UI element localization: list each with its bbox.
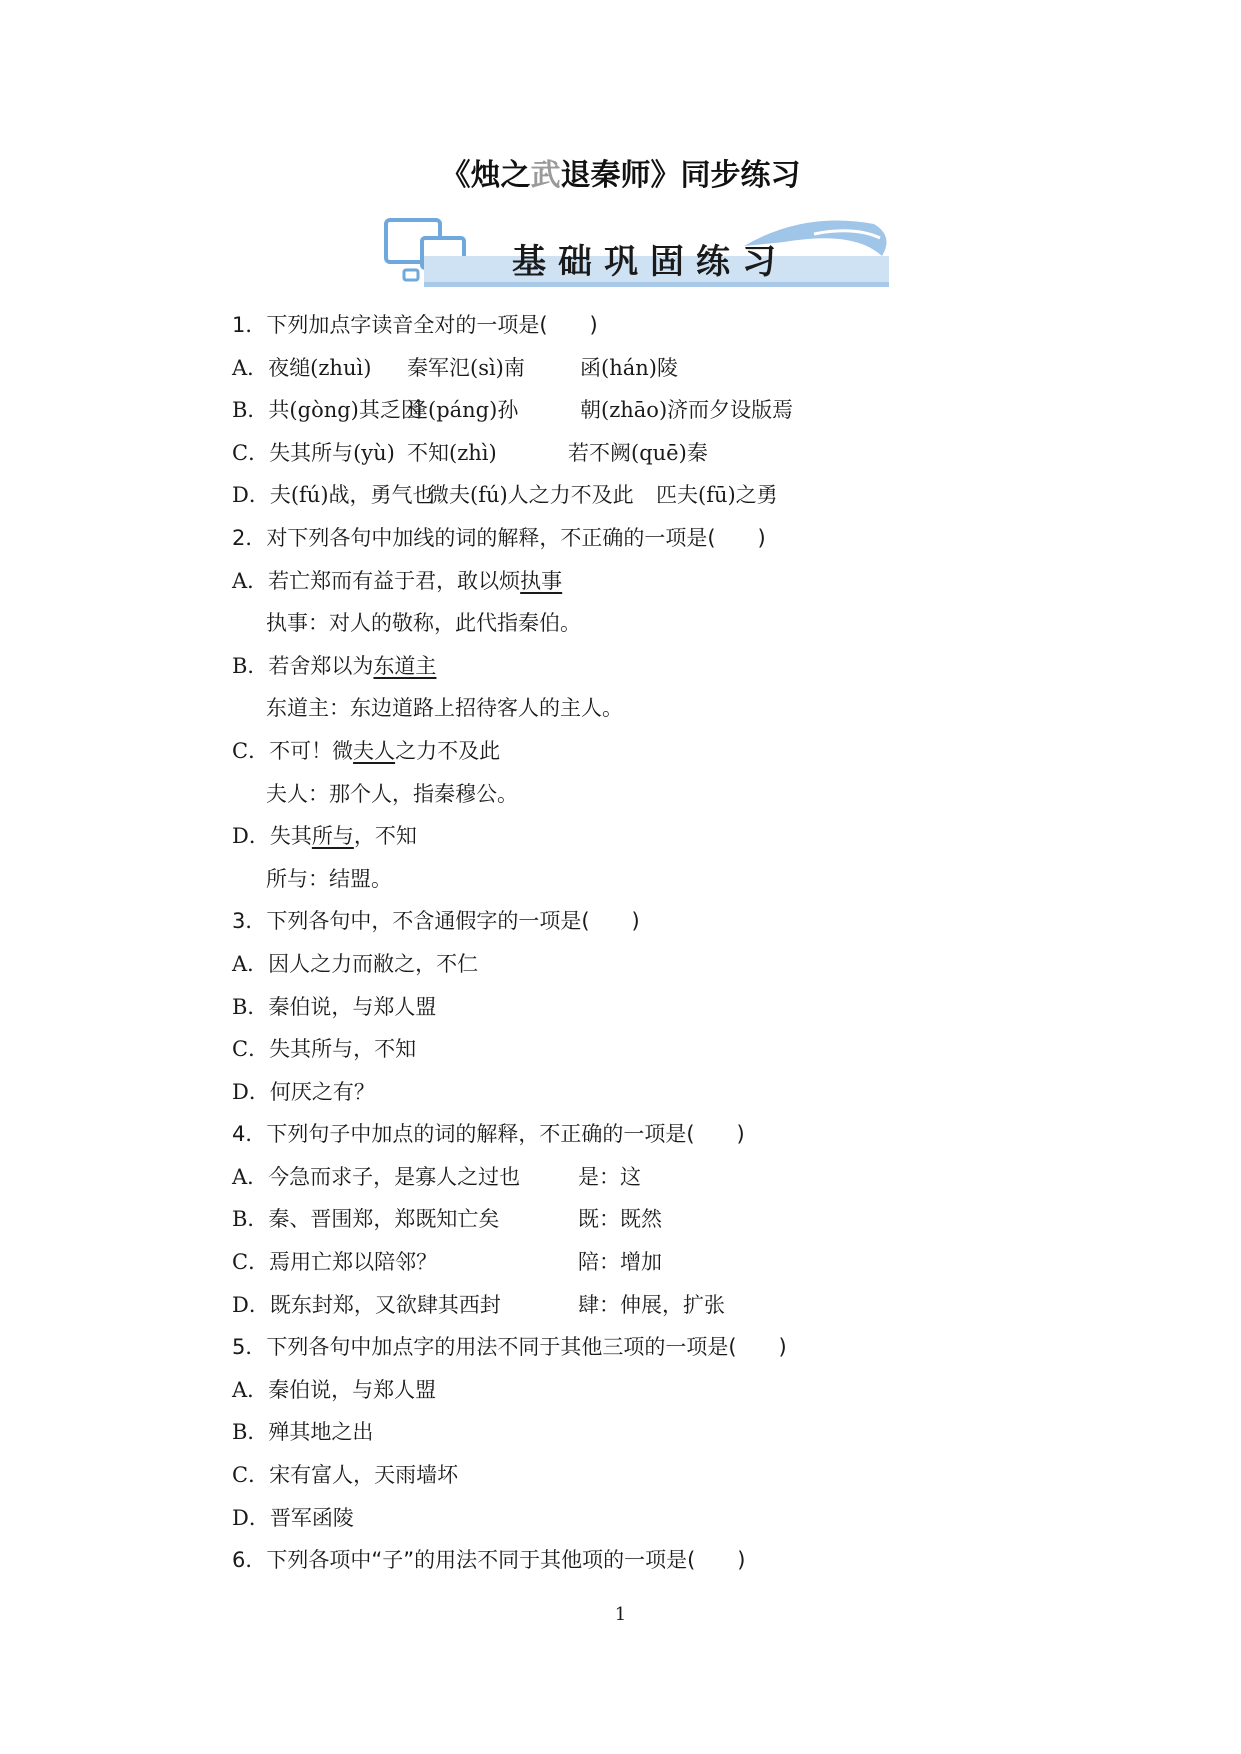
underlined-word: 执事 (520, 568, 563, 593)
option-item: A．夜缒(zhuì) (232, 355, 372, 380)
question-5-stem: 5．下列各句中加点字的用法不同于其他三项的一项是( ) (232, 1335, 787, 1360)
option-text: A．今急而求子，是寡人之过也 (232, 1164, 521, 1189)
question-2-option-c (232, 730, 1052, 773)
option-item: 函(hán)陵 (580, 355, 678, 380)
question-2-option-a (232, 560, 1052, 603)
exercise-content (232, 304, 1052, 1582)
banner-title: 基础巩固练习 (512, 242, 788, 282)
option-text: D．既东封郑，又欲肆其西封 (232, 1292, 501, 1317)
option-item: B．共(gòng)其乏困 (232, 398, 422, 423)
option-item: 朝(zhāo)济而夕设版焉 (580, 398, 794, 423)
question-2-option-b (232, 645, 1052, 688)
question-6-stem: 6．下列各项中“子”的用法不同于其他项的一项是( ) (232, 1548, 746, 1573)
option-text: B．秦、晋围郑，郑既知亡矣 (232, 1207, 500, 1232)
option-text: A．若亡郑而有益于君，敢以烦 (232, 568, 521, 593)
question-5-option-b: B．殚其地之出 (232, 1420, 374, 1445)
option-item: C．失其所与(yù) (232, 440, 395, 465)
question-4-stem: 4．下列句子中加点的词的解释，不正确的一项是( ) (232, 1122, 745, 1147)
option-item: 不知(zhì) (407, 440, 497, 465)
question-1-option-b (232, 389, 1052, 432)
question-1-stem: 1．下列加点字读音全对的一项是( ) (232, 313, 598, 337)
title-gray-char: 武 (530, 158, 561, 193)
question-2-explanation-b: 东道主：东边道路上招待客人的主人。 (266, 696, 623, 721)
title-part: 《烛之 (440, 158, 531, 193)
question-1-option-c (232, 432, 1052, 475)
question-2-explanation-a: 执事：对人的敬称，此代指秦伯。 (266, 611, 581, 636)
question-3-option-b: B．秦伯说，与郑人盟 (232, 994, 437, 1019)
question-5-option-c: C．宋有富人，天雨墙坏 (232, 1463, 459, 1488)
option-explanation: 既：既然 (578, 1207, 662, 1232)
option-explanation: 是：这 (578, 1164, 641, 1189)
underlined-word: 夫人 (353, 738, 396, 763)
option-item: 逢(páng)孙 (407, 398, 519, 423)
option-item: D．夫(fú)战，勇气也 (232, 483, 434, 508)
question-2-explanation-c: 夫人：那个人，指秦穆公。 (266, 781, 518, 806)
question-1-option-d (232, 474, 1052, 517)
option-explanation: 陪：增加 (578, 1250, 662, 1275)
title-part: 退秦师》同步练习 (560, 158, 801, 193)
question-5-option-d: D．晋军函陵 (232, 1505, 354, 1530)
question-1-option-a (232, 347, 1052, 390)
option-text: C．不可！微 (232, 738, 354, 763)
question-2-stem: 2．对下列各句中加线的词的解释，不正确的一项是( ) (232, 525, 766, 550)
question-3-option-a: A．因人之力而敝之，不仁 (232, 951, 479, 976)
question-4-option-b (232, 1198, 1052, 1241)
option-item: 若不阙(quē)秦 (568, 440, 708, 465)
underlined-word: 所与 (311, 824, 354, 849)
option-text: 之力不及此 (395, 738, 501, 763)
question-4-option-a (232, 1156, 1052, 1199)
option-text: D．失其 (232, 824, 312, 849)
page-number: 1 (614, 1604, 627, 1625)
question-4-option-d (232, 1284, 1052, 1327)
option-item: 匹夫(fū)之勇 (656, 483, 778, 508)
option-text: B．若舍郑以为 (232, 653, 374, 678)
option-explanation: 肆：伸展，扩张 (578, 1292, 725, 1317)
option-text: ，不知 (353, 824, 417, 849)
question-2-option-d (232, 815, 1052, 858)
option-item: 秦军氾(sì)南 (407, 355, 525, 380)
question-3-stem: 3．下列各句中，不含通假字的一项是( ) (232, 909, 640, 934)
question-4-option-c (232, 1241, 1052, 1284)
question-5-option-a: A．秦伯说，与郑人盟 (232, 1377, 437, 1402)
option-text: C．焉用亡郑以陪邻？ (232, 1250, 438, 1275)
option-item: 微夫(fú)人之力不及此 (428, 483, 634, 508)
page-title (0, 150, 1241, 194)
underlined-word: 东道主 (373, 653, 437, 678)
question-3-option-c: C．失其所与，不知 (232, 1037, 417, 1062)
question-3-option-d: D．何厌之有？ (232, 1079, 375, 1104)
question-2-explanation-d: 所与：结盟。 (266, 866, 392, 891)
